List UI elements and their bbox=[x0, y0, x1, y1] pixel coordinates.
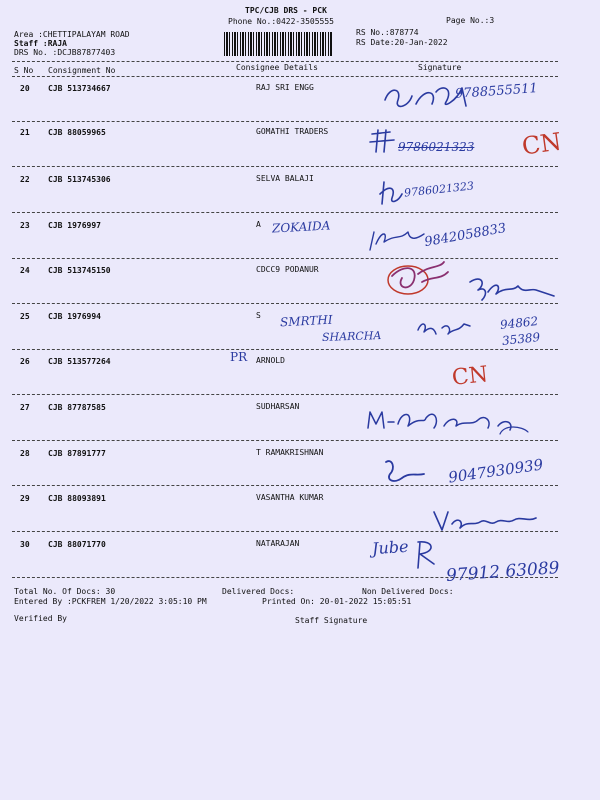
row-consignee: VASANTHA KUMAR bbox=[256, 493, 324, 502]
handwritten-phone-23: 9842058833 bbox=[423, 220, 508, 251]
row-consignment: CJB 87787585 bbox=[48, 403, 106, 412]
row-divider bbox=[12, 440, 558, 441]
signature-row-28 bbox=[380, 456, 430, 490]
signature-row-30 bbox=[412, 538, 442, 570]
row-consignment: CJB 513745306 bbox=[48, 175, 111, 184]
row-consignee: NATARAJAN bbox=[256, 539, 300, 548]
staff-row bbox=[14, 39, 67, 48]
row-consignment: CJB 1976997 bbox=[48, 221, 101, 230]
row-sno: 20 bbox=[20, 84, 30, 93]
handwritten-name-23: ZOKAIDA bbox=[271, 218, 331, 236]
signature-row-22 bbox=[378, 178, 404, 208]
divider bbox=[12, 76, 558, 77]
stamp-scribble-24 bbox=[384, 258, 464, 300]
entered-by: Entered By :PCKFREM 1/20/2022 3:05:10 PM bbox=[14, 597, 207, 606]
handwritten-phone-28: 9047930939 bbox=[447, 455, 545, 487]
row-consignee: SELVA BALAJI bbox=[256, 174, 314, 183]
page-number: Page No.:3 bbox=[446, 16, 495, 25]
staff-value: RAJA bbox=[47, 39, 67, 48]
row-consignee: T RAMAKRISHNAN bbox=[256, 448, 324, 457]
col-signature: Signature bbox=[418, 63, 462, 72]
signature-row-27 bbox=[364, 404, 534, 440]
row-consignment: CJB 513745150 bbox=[48, 266, 111, 275]
signature-row-25 bbox=[414, 316, 474, 342]
total-docs: Total No. Of Docs: 30 bbox=[14, 587, 116, 596]
row-divider bbox=[12, 121, 558, 122]
row-consignee: CDCC9 PODANUR bbox=[256, 265, 319, 274]
row-consignee: ARNOLD bbox=[256, 356, 285, 365]
rs-number: RS No.:878774 bbox=[356, 28, 419, 37]
signature-row-23 bbox=[366, 224, 426, 254]
row-divider bbox=[12, 349, 558, 350]
handwritten-name-30: Jube bbox=[371, 536, 410, 559]
divider bbox=[12, 61, 558, 62]
cn-mark: CN bbox=[520, 127, 564, 161]
row-sno: 24 bbox=[20, 266, 30, 275]
row-sno: 29 bbox=[20, 494, 30, 503]
row-consignment: CJB 87891777 bbox=[48, 449, 106, 458]
handwritten-name-25b: SHARCHA bbox=[321, 328, 382, 345]
handwritten-phone-25: 94862 bbox=[499, 314, 539, 332]
handwritten-phone-30: 97912 63089 bbox=[445, 558, 561, 586]
row-consignee: S bbox=[256, 311, 261, 320]
row-divider bbox=[12, 166, 558, 167]
verified-by: Verified By bbox=[14, 614, 67, 623]
row-consignment: CJB 513577264 bbox=[48, 357, 111, 366]
row-consignee: A bbox=[256, 220, 261, 229]
staff-label: Staff : bbox=[14, 39, 48, 48]
handwritten-phone-22: 9786021323 bbox=[403, 179, 475, 200]
col-consignment: Consignment No bbox=[48, 66, 116, 75]
rs-date: RS Date:20-Jan-2022 bbox=[356, 38, 448, 47]
row-sno: 22 bbox=[20, 175, 30, 184]
row-sno: 23 bbox=[20, 221, 30, 230]
row-divider bbox=[12, 394, 558, 395]
col-consignee: Consignee Details bbox=[236, 63, 318, 72]
scribble-mark bbox=[368, 128, 398, 154]
row-consignment: CJB 513734667 bbox=[48, 84, 111, 93]
row-consignee: GOMATHI TRADERS bbox=[256, 127, 329, 136]
row-sno: 21 bbox=[20, 128, 30, 137]
row-consignee: RAJ SRI ENGG bbox=[256, 83, 314, 92]
handwritten-name-25: SMRTHI bbox=[279, 312, 333, 330]
pr-mark: PR bbox=[230, 350, 248, 364]
area-row bbox=[14, 30, 130, 39]
drs-label: DRS No. : bbox=[14, 48, 58, 57]
row-sno: 28 bbox=[20, 449, 30, 458]
row-consignee: SUDHARSAN bbox=[256, 402, 300, 411]
signature-row-24 bbox=[466, 272, 558, 304]
row-consignment: CJB 1976994 bbox=[48, 312, 101, 321]
row-sno: 27 bbox=[20, 403, 30, 412]
row-sno: 30 bbox=[20, 540, 30, 549]
row-sno: 26 bbox=[20, 357, 30, 366]
row-divider bbox=[12, 258, 558, 259]
area-value: CHETTIPALAYAM ROAD bbox=[42, 30, 130, 39]
row-consignment: CJB 88093891 bbox=[48, 494, 106, 503]
area-label: Area : bbox=[14, 30, 43, 39]
handwritten-phone-21: 9786021323 bbox=[398, 140, 475, 154]
phone-number: Phone No.:0422-3505555 bbox=[228, 17, 334, 26]
delivered-docs: Delivered Docs: bbox=[222, 587, 295, 596]
signature-row-29 bbox=[430, 506, 540, 536]
row-divider bbox=[12, 212, 558, 213]
col-sno: S No bbox=[14, 66, 34, 75]
handwritten-phone-20: 9788555511 bbox=[454, 81, 539, 102]
row-consignment: CJB 88059965 bbox=[48, 128, 106, 137]
staff-signature: Staff Signature bbox=[295, 616, 368, 625]
row-divider bbox=[12, 485, 558, 486]
cn-mark: CN bbox=[450, 362, 490, 391]
non-delivered-docs: Non Delivered Docs: bbox=[362, 587, 454, 596]
row-sno: 25 bbox=[20, 312, 30, 321]
drs-row bbox=[14, 48, 115, 57]
handwritten-phone-25b: 35389 bbox=[501, 330, 541, 348]
barcode bbox=[224, 32, 332, 56]
drs-value: DCJB87877403 bbox=[57, 48, 116, 57]
row-consignment: CJB 88071770 bbox=[48, 540, 106, 549]
document-title: TPC/CJB DRS - PCK bbox=[245, 6, 327, 15]
printed-on: Printed On: 20-01-2022 15:05:51 bbox=[262, 597, 412, 606]
